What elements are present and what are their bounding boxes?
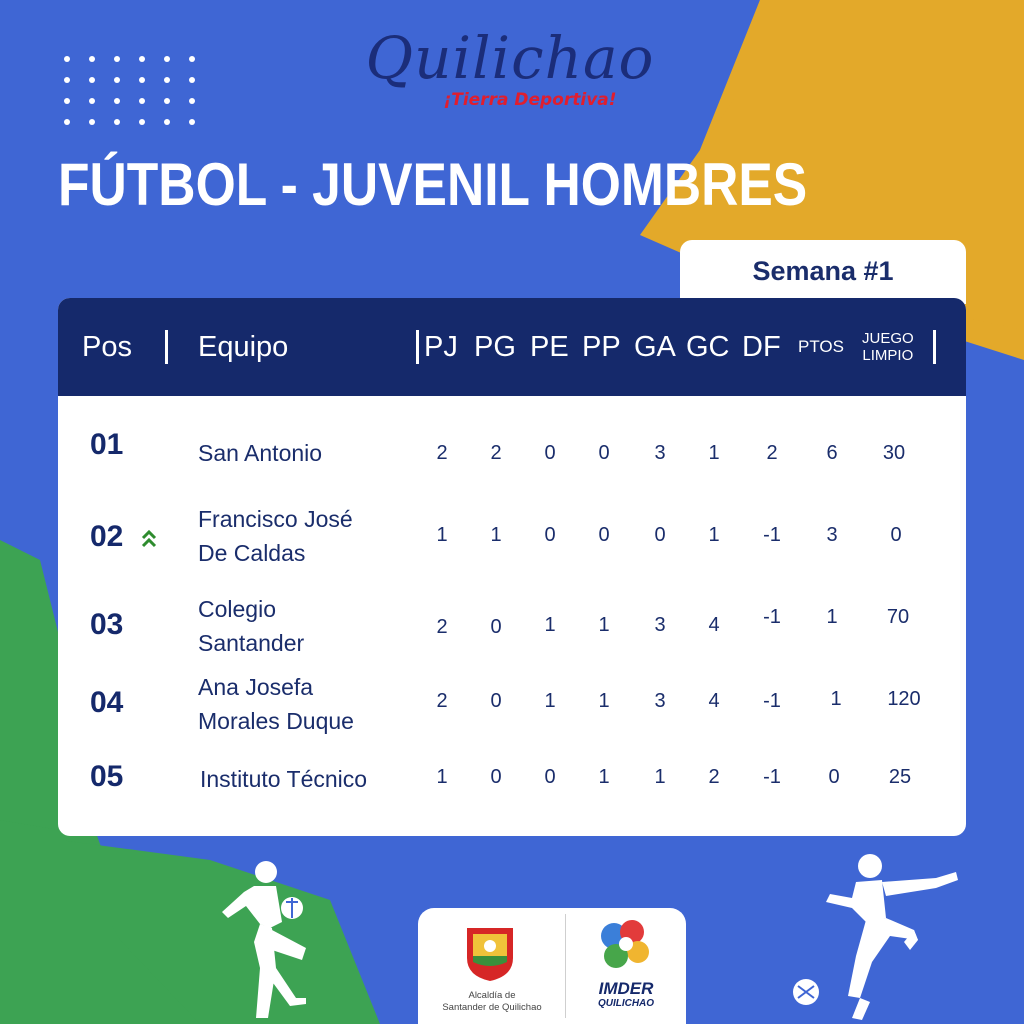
- table-row: [58, 670, 966, 750]
- player-kicking-icon: [786, 852, 966, 1024]
- player-juggling-icon: [206, 858, 316, 1024]
- row-fair-play: 70: [886, 606, 910, 628]
- dot: [189, 119, 195, 125]
- row-team-line2: Morales Duque: [198, 708, 354, 734]
- dot: [164, 98, 170, 104]
- header-separator: [165, 330, 168, 364]
- row-pg: 0: [490, 766, 502, 788]
- row-gc: 1: [708, 524, 720, 546]
- table-row: [58, 502, 966, 582]
- imder-name: IMDER: [598, 979, 654, 998]
- row-fair-play: 120: [887, 688, 921, 710]
- row-ptos: 1: [826, 606, 838, 628]
- row-pe: 1: [544, 614, 556, 636]
- logo-script-text: Quilichao: [365, 24, 655, 92]
- row-position: 03: [90, 608, 124, 641]
- page-title: FÚTBOL - JUVENIL HOMBRES: [58, 151, 808, 218]
- row-ptos: 1: [830, 688, 842, 710]
- row-position: 04: [90, 686, 124, 719]
- row-team-line2: Santander: [198, 630, 305, 656]
- row-pg: 0: [490, 616, 502, 638]
- quilichao-logo: [350, 18, 670, 138]
- row-pp: 1: [598, 614, 610, 636]
- week-label: Semana #1: [680, 240, 966, 304]
- row-pe: 0: [544, 524, 556, 546]
- table-row: [58, 592, 966, 672]
- header-pos: Pos: [82, 331, 132, 363]
- row-team-line1: San Antonio: [198, 440, 323, 466]
- header-df: DF: [742, 331, 781, 363]
- header-ga: GA: [634, 331, 676, 363]
- row-team-line1: Ana Josefa: [198, 674, 314, 700]
- row-pp: 1: [598, 690, 610, 712]
- row-df: -1: [763, 524, 781, 546]
- dot: [64, 56, 70, 62]
- header-fair-play-line2: LIMPIO: [862, 347, 914, 364]
- dot: [164, 77, 170, 83]
- table-header: [58, 298, 966, 396]
- dot-grid-decoration: [64, 56, 196, 128]
- row-gc: 4: [708, 614, 720, 636]
- table-row: [58, 416, 966, 496]
- header-fair-play: [862, 298, 914, 364]
- row-ga: 1: [654, 766, 666, 788]
- dot: [139, 119, 145, 125]
- dot: [64, 77, 70, 83]
- row-pe: 0: [544, 766, 556, 788]
- dot: [114, 119, 120, 125]
- row-pj: 1: [436, 524, 448, 546]
- row-pe: 1: [544, 690, 556, 712]
- row-team-line1: Instituto Técnico: [200, 766, 368, 792]
- dot: [114, 56, 120, 62]
- dot: [64, 98, 70, 104]
- header-separator: [416, 330, 419, 364]
- row-pp: 0: [598, 524, 610, 546]
- dot: [139, 98, 145, 104]
- dot: [89, 56, 95, 62]
- imder-logo-icon: [594, 916, 654, 978]
- header-fair-play-line1: JUEGO: [862, 330, 914, 347]
- row-fair-play: 25: [888, 766, 912, 788]
- alcaldia-text: [424, 990, 560, 1014]
- footer-divider: [565, 914, 566, 1018]
- dot: [189, 98, 195, 104]
- row-df: 2: [766, 442, 778, 464]
- alcaldia-crest-icon: [465, 926, 515, 982]
- row-position: 02: [90, 520, 124, 553]
- header-separator: [933, 330, 936, 364]
- header-team: Equipo: [198, 331, 289, 363]
- row-df: -1: [763, 766, 781, 788]
- row-fair-play: 0: [890, 524, 902, 546]
- row-team-line1: Francisco José: [198, 506, 353, 532]
- imder-subtitle: QUILICHAO: [597, 998, 655, 1009]
- row-ga: 0: [654, 524, 666, 546]
- row-pj: 2: [436, 690, 448, 712]
- header-pj: PJ: [424, 331, 458, 363]
- row-ga: 3: [654, 442, 666, 464]
- row-pp: 0: [598, 442, 610, 464]
- dot: [89, 119, 95, 125]
- row-ga: 3: [654, 614, 666, 636]
- row-ga: 3: [654, 690, 666, 712]
- row-pe: 0: [544, 442, 556, 464]
- dot: [139, 56, 145, 62]
- row-gc: 4: [708, 690, 720, 712]
- row-pj: 2: [436, 442, 448, 464]
- table-row: [58, 758, 966, 838]
- header-pe: PE: [530, 331, 569, 363]
- alcaldia-line1: Alcaldía de: [468, 990, 516, 1001]
- standings-table: [58, 298, 966, 836]
- header-pp: PP: [582, 331, 621, 363]
- header-ptos: PTOS: [798, 337, 844, 356]
- dot: [114, 77, 120, 83]
- row-pg: 1: [490, 524, 502, 546]
- row-team: [198, 502, 353, 570]
- header-gc: GC: [686, 331, 730, 363]
- row-pg: 2: [490, 442, 502, 464]
- row-ptos: 6: [826, 442, 838, 464]
- row-ptos: 0: [828, 766, 840, 788]
- row-pj: 2: [436, 616, 448, 638]
- row-team-line2: De Caldas: [198, 540, 306, 566]
- chevron-double-up-icon: [140, 528, 158, 550]
- dot: [189, 56, 195, 62]
- imder-text: [578, 980, 674, 1009]
- dot: [189, 77, 195, 83]
- row-team: [198, 436, 322, 470]
- row-team: [198, 670, 354, 738]
- dot: [64, 119, 70, 125]
- header-pg: PG: [474, 331, 516, 363]
- row-gc: 1: [708, 442, 720, 464]
- row-team-line1: Colegio: [198, 596, 276, 622]
- row-gc: 2: [708, 766, 720, 788]
- dot: [114, 98, 120, 104]
- dot: [89, 98, 95, 104]
- alcaldia-line2: Santander de Quilichao: [442, 1002, 542, 1013]
- row-ptos: 3: [826, 524, 838, 546]
- row-fair-play: 30: [882, 442, 906, 464]
- dot: [164, 56, 170, 62]
- row-df: -1: [763, 606, 781, 628]
- logo-tagline: ¡Tierra Deportiva!: [443, 90, 617, 110]
- dot: [139, 77, 145, 83]
- row-pp: 1: [598, 766, 610, 788]
- row-team: [198, 592, 304, 660]
- dot: [164, 119, 170, 125]
- dot: [89, 77, 95, 83]
- row-position: 01: [90, 428, 124, 461]
- row-df: -1: [763, 690, 781, 712]
- row-pj: 1: [436, 766, 448, 788]
- row-team: [200, 762, 367, 796]
- row-pg: 0: [490, 690, 502, 712]
- sponsor-logos: [418, 908, 686, 1024]
- row-position: 05: [90, 760, 124, 793]
